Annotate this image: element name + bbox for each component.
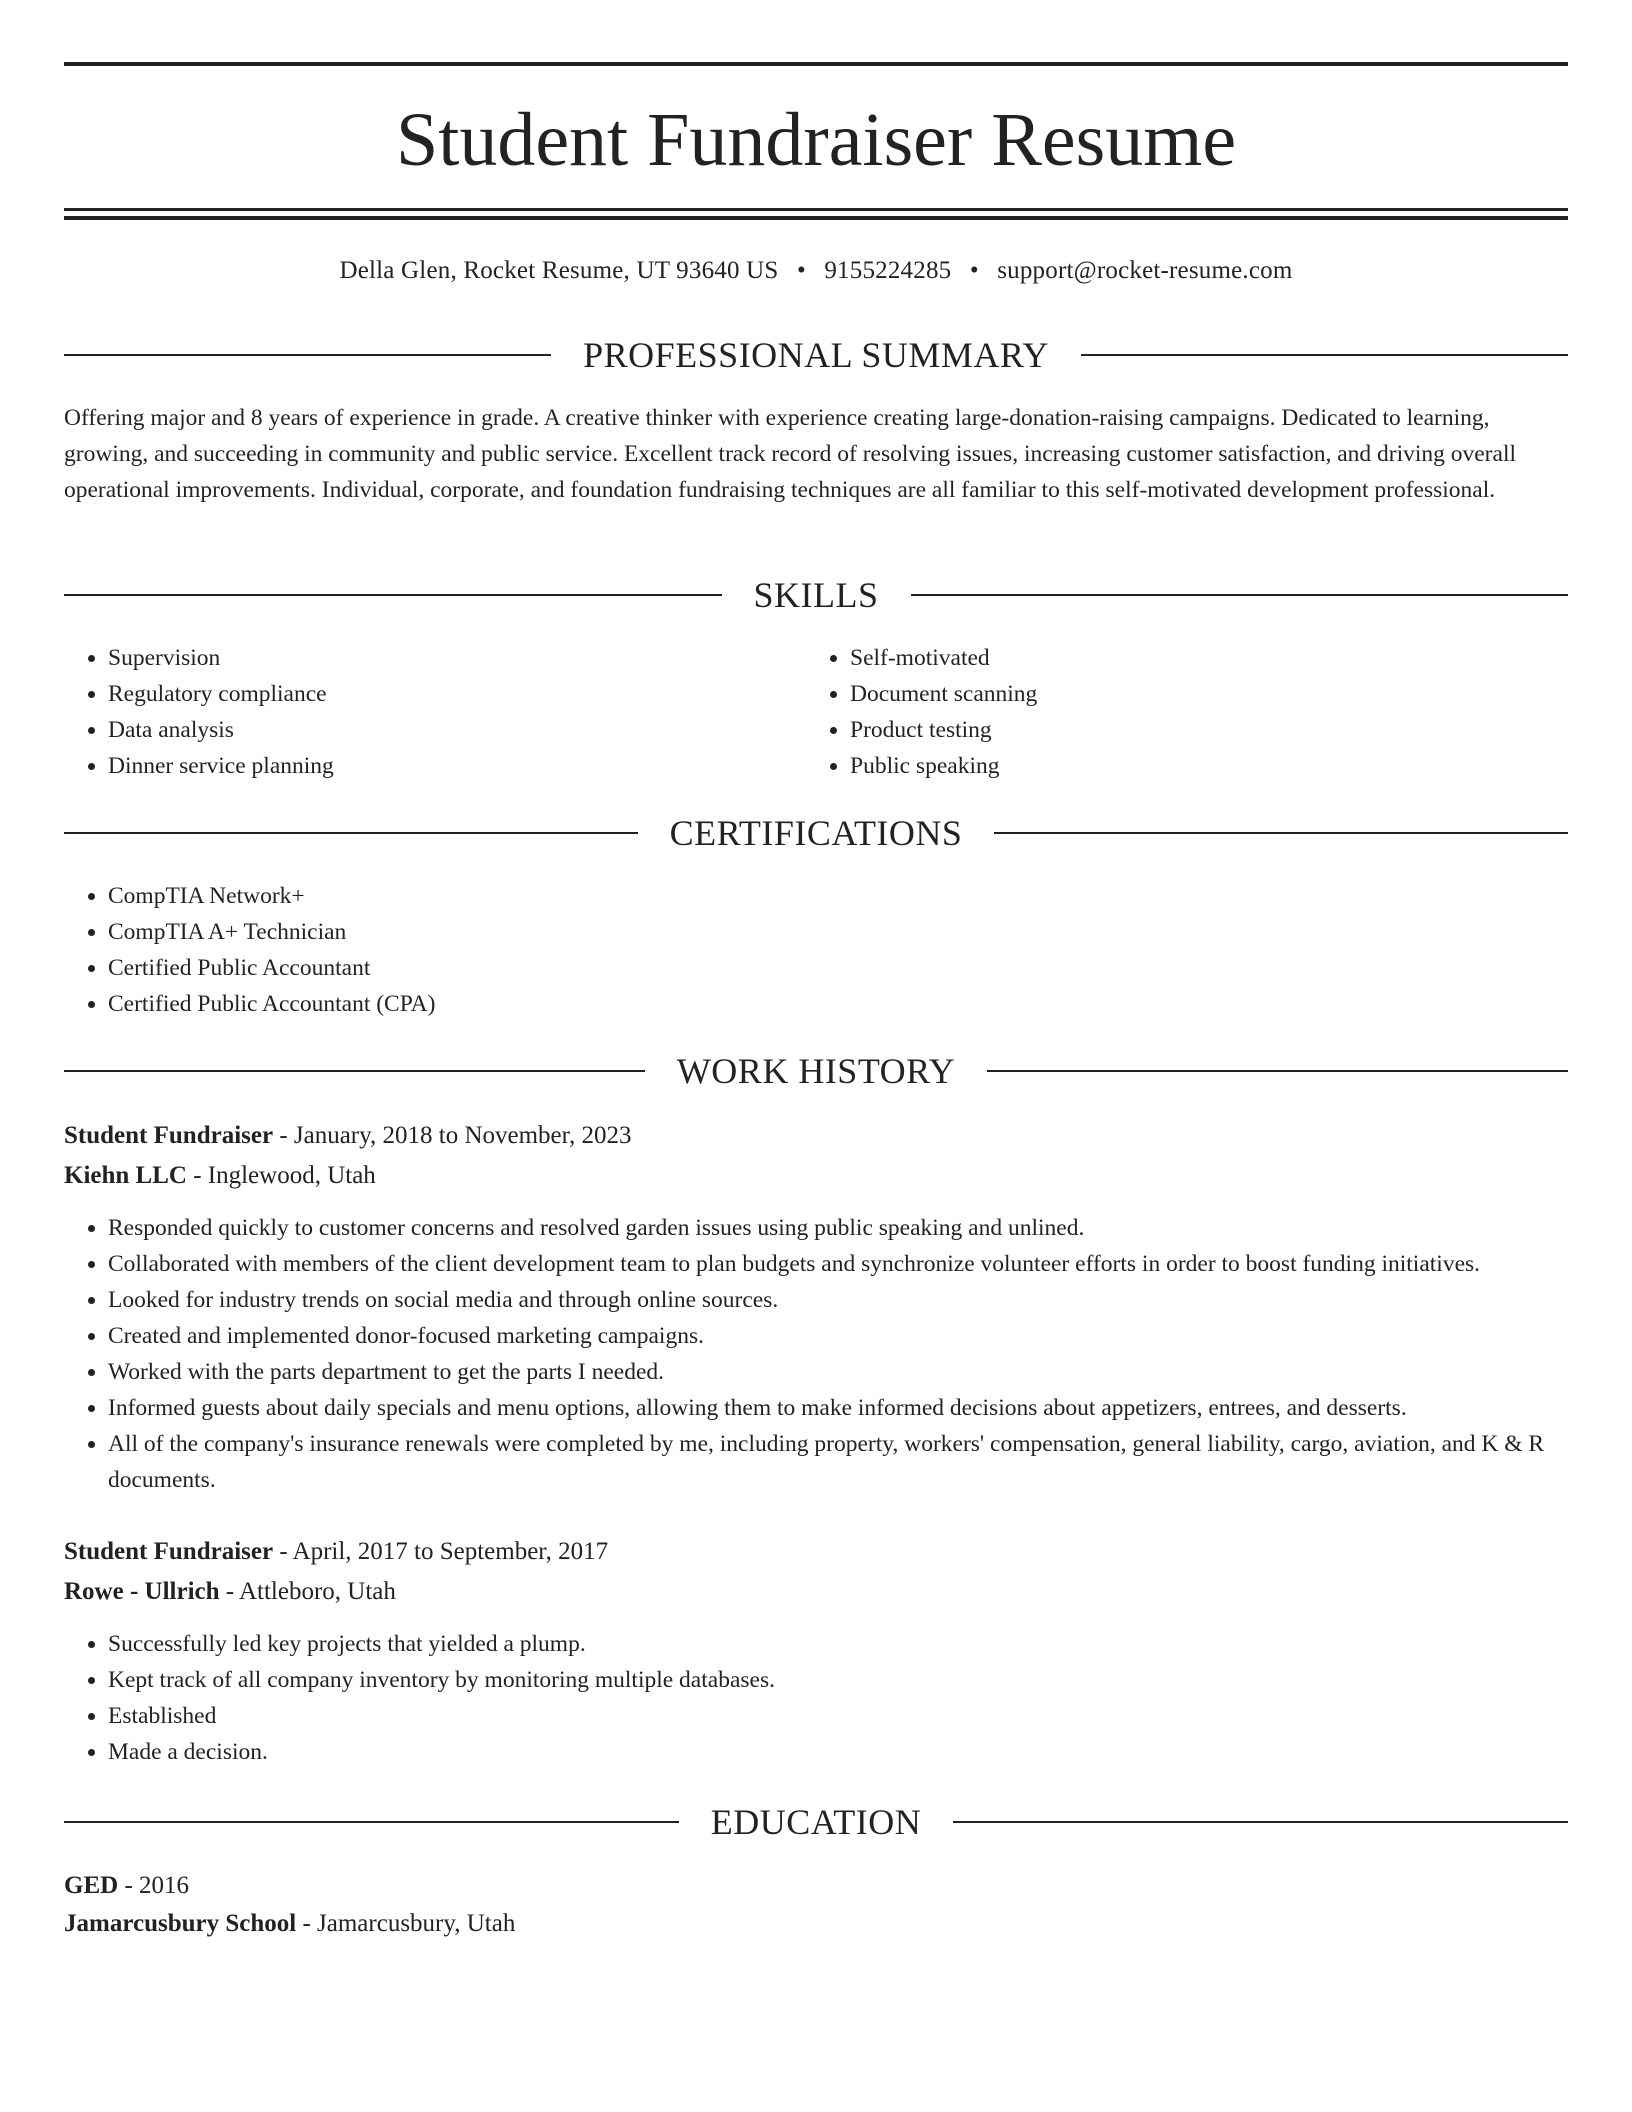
- skill-item: • Supervision: [108, 640, 804, 676]
- job-bullet: • Made a decision.: [108, 1734, 1568, 1770]
- skills-column-right: [806, 640, 1546, 784]
- job-title: Student Fundraiser: [64, 1538, 274, 1565]
- job-bullet: • Created and implemented donor-focused marketing campaigns.: [108, 1318, 1568, 1354]
- page-title: Student Fundraiser Resume: [395, 98, 1237, 182]
- section-title: WORK HISTORY: [676, 1051, 956, 1091]
- job-company: Kiehn LLC: [64, 1162, 187, 1189]
- contact-email: support@rocket-resume.com: [997, 257, 1293, 284]
- job-title-line: [64, 1116, 1568, 1156]
- education-school: Jamarcusbury School: [64, 1910, 297, 1937]
- heading-rule: [987, 1070, 1568, 1072]
- job-company-line: [64, 1156, 1568, 1196]
- header-top-rule: [64, 62, 1568, 66]
- section-heading-summary: [64, 333, 1568, 377]
- section-heading-skills: [64, 573, 1568, 617]
- section-title: PROFESSIONAL SUMMARY: [583, 335, 1049, 375]
- skills-list: [64, 640, 804, 784]
- education-degree-line: [64, 1866, 1568, 1906]
- contact-address: Della Glen, Rocket Resume, UT 93640 US: [339, 257, 779, 284]
- job-bullets-block: [64, 1626, 1568, 1770]
- skills-list: [806, 640, 1546, 784]
- job-bullet: • Responded quickly to customer concerns and resolved garden issues using public speaking and unlined.: [108, 1210, 1568, 1246]
- job-title: Student Fundraiser: [64, 1122, 274, 1149]
- certifications-block: [64, 878, 1568, 1022]
- heading-rule: [64, 832, 638, 834]
- certification-item: • Certified Public Accountant: [108, 950, 1568, 986]
- certification-item: • Certified Public Accountant (CPA): [108, 986, 1568, 1022]
- skill-item: • Self-motivated: [850, 640, 1546, 676]
- job-bullet: • Collaborated with members of the client development team to plan budgets and synchronize volunteer efforts in order to boost funding initiatives.: [108, 1246, 1568, 1282]
- summary-text: Offering major and 8 years of experience in grade. A creative thinker with experience creating large-donation-raising campaigns. Dedicated to learning, growing, and succeeding in community and public service. Excellent track record of resolving issues, increasing customer satisfaction, and driving overall operational improvements. Individual, corporate, and foundation fundraising techniques are all familiar to this self-motivated development professional.: [64, 405, 1516, 503]
- skill-item: • Document scanning: [850, 676, 1546, 712]
- heading-rule: [64, 354, 551, 356]
- job-bullet: • Worked with the parts department to get the parts I needed.: [108, 1354, 1568, 1390]
- contact-line: [64, 254, 1568, 288]
- heading-rule: [953, 1821, 1568, 1823]
- skill-item: • Dinner service planning: [108, 748, 804, 784]
- heading-rule: [64, 594, 722, 596]
- heading-rule: [64, 1070, 645, 1072]
- education-school-line: [64, 1904, 1568, 1944]
- section-title: SKILLS: [753, 575, 879, 615]
- skill-item: • Product testing: [850, 712, 1546, 748]
- certification-item: • CompTIA A+ Technician: [108, 914, 1568, 950]
- job-location: - Attleboro, Utah: [219, 1578, 396, 1605]
- education-degree: GED: [64, 1872, 119, 1899]
- education-year: - 2016: [118, 1872, 190, 1899]
- job-bullet-list: [64, 1210, 1568, 1498]
- section-heading-education: [64, 1800, 1568, 1844]
- section-title: CERTIFICATIONS: [669, 813, 963, 853]
- skill-item: • Regulatory compliance: [108, 676, 804, 712]
- job-bullet: • Established: [108, 1698, 1568, 1734]
- job-bullet-list: [64, 1626, 1568, 1770]
- job-bullets-block: [64, 1210, 1568, 1498]
- job-company: Rowe - Ullrich: [64, 1578, 220, 1605]
- job-location: - Inglewood, Utah: [186, 1162, 376, 1189]
- heading-rule: [64, 1821, 679, 1823]
- contact-separator: •: [969, 257, 979, 284]
- certifications-list: [64, 878, 1568, 1022]
- contact-separator: •: [796, 257, 806, 284]
- certification-item: • CompTIA Network+: [108, 878, 1568, 914]
- job-company-line: [64, 1572, 1568, 1612]
- skills-column-left: [64, 640, 804, 784]
- job-dates: - April, 2017 to September, 2017: [273, 1538, 609, 1565]
- job-bullet: • Looked for industry trends on social media and through online sources.: [108, 1282, 1568, 1318]
- section-heading-work-history: [64, 1049, 1568, 1093]
- section-heading-certifications: [64, 811, 1568, 855]
- contact-phone: 9155224285: [824, 257, 952, 284]
- heading-rule: [994, 832, 1568, 834]
- skill-item: • Public speaking: [850, 748, 1546, 784]
- header-bottom-rule: [64, 208, 1568, 211]
- skill-item: • Data analysis: [108, 712, 804, 748]
- job-bullet: • Informed guests about daily specials and menu options, allowing them to make informed decisions about appetizers, entrees, and desserts.: [108, 1390, 1568, 1426]
- heading-rule: [911, 594, 1569, 596]
- heading-rule: [1081, 354, 1568, 356]
- job-bullet: • Kept track of all company inventory by monitoring multiple databases.: [108, 1662, 1568, 1698]
- job-bullet: • Successfully led key projects that yielded a plump.: [108, 1626, 1568, 1662]
- education-location: - Jamarcusbury, Utah: [296, 1910, 516, 1937]
- job-title-line: [64, 1532, 1568, 1572]
- job-bullet: • All of the company's insurance renewals were completed by me, including property, workers' compensation, general liability, cargo, aviation, and K & R documents.: [108, 1426, 1568, 1498]
- job-dates: - January, 2018 to November, 2023: [273, 1122, 632, 1149]
- header-bottom-rule-thick: [64, 216, 1568, 220]
- section-title: EDUCATION: [710, 1802, 922, 1842]
